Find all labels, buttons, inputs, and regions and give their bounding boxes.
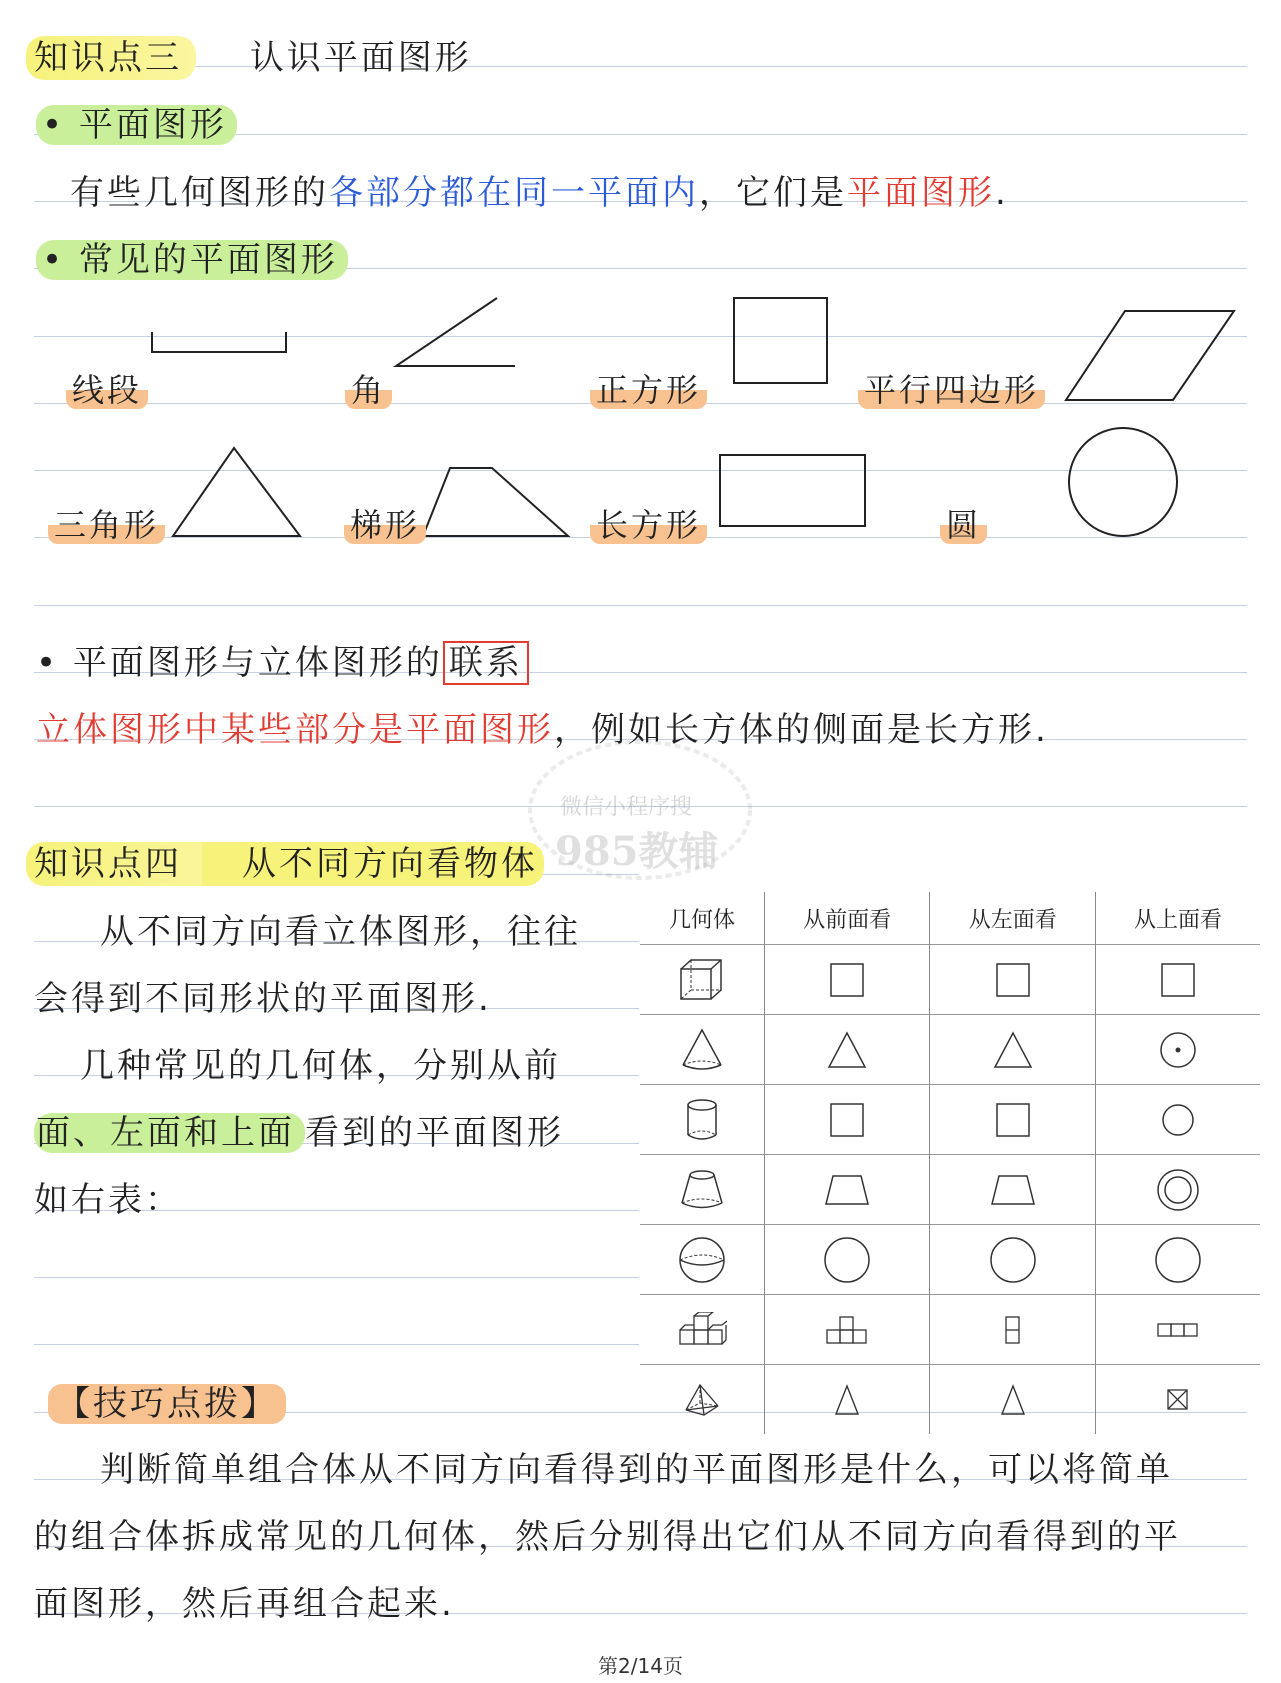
bullet1-label: 平面图形 bbox=[78, 105, 227, 145]
watermark-line1: 微信小程序搜 bbox=[560, 795, 693, 820]
table-row bbox=[640, 1365, 1260, 1435]
square-icon bbox=[1160, 962, 1196, 998]
bullet3-label: 平面图形与立体图形的 bbox=[72, 643, 443, 683]
header-top: 从上面看 bbox=[1095, 892, 1260, 945]
crossed-square-icon bbox=[1166, 1388, 1190, 1412]
table-row bbox=[640, 1015, 1260, 1085]
relation-text: ，例如长方体的侧面是长方形. bbox=[554, 710, 1049, 750]
rectangle-shape-icon bbox=[718, 453, 868, 528]
definition-line bbox=[70, 165, 1009, 214]
tips-title bbox=[48, 1376, 286, 1425]
section4-para2-line2 bbox=[34, 1105, 564, 1154]
circle-icon bbox=[988, 1235, 1038, 1285]
tips-line2: 的组合体拆成常见的几何体，然后分别得出它们从不同方向看得到的平 bbox=[34, 1517, 1181, 1557]
parallelogram-icon bbox=[1063, 308, 1238, 403]
table-row bbox=[640, 1225, 1260, 1295]
tips-title-text: 【技巧点拨】 bbox=[48, 1384, 286, 1424]
section4-title-text: 从不同方向看物体 bbox=[202, 842, 544, 886]
square-icon bbox=[995, 962, 1031, 998]
label-parallelogram: 平行四边形 bbox=[858, 365, 1045, 411]
header-solid: 几何体 bbox=[669, 907, 736, 933]
trapezoid-icon bbox=[989, 1173, 1037, 1207]
page-number: 第2/14页 bbox=[598, 1654, 683, 1678]
label-trapezoid: 梯形 bbox=[344, 500, 426, 546]
bullet3-boxed-word: 联系 bbox=[443, 641, 529, 685]
label-triangle: 三角形 bbox=[48, 500, 165, 546]
section4-para2-line1: 几种常见的几何体，分别从前 bbox=[80, 1046, 561, 1086]
square-icon bbox=[829, 1102, 865, 1138]
bullet-relation bbox=[36, 635, 529, 684]
three-squares-icon bbox=[1156, 1320, 1200, 1340]
bullet-dot-icon: • bbox=[36, 643, 73, 683]
label-circle: 圆 bbox=[940, 500, 987, 546]
section4-para2-rest: 看到的平面图形 bbox=[305, 1113, 564, 1153]
triangle-icon bbox=[992, 1030, 1034, 1070]
square-icon bbox=[995, 1102, 1031, 1138]
square-icon bbox=[829, 962, 865, 998]
frustum-icon bbox=[678, 1167, 726, 1213]
line-segment-icon bbox=[150, 330, 290, 355]
definition-text-blue: 各部分都在同一平面内 bbox=[329, 173, 699, 213]
section3-title bbox=[26, 30, 472, 79]
table-row bbox=[640, 1085, 1260, 1155]
tips-line3: 面图形，然后再组合起来. bbox=[34, 1584, 455, 1624]
bullet-common-figures bbox=[36, 232, 348, 281]
table-row bbox=[640, 1295, 1260, 1365]
ruled-line bbox=[34, 1277, 639, 1278]
tall-rect-icon bbox=[1003, 1314, 1023, 1346]
circle-shape-icon bbox=[1066, 425, 1181, 540]
definition-text-red: 平面图形 bbox=[847, 173, 995, 213]
views-table bbox=[640, 892, 1260, 1434]
trapezoid-shape-icon bbox=[420, 465, 572, 540]
definition-text-end: . bbox=[995, 173, 1009, 213]
bullet-plane-figures bbox=[36, 97, 237, 146]
stacked-squares-icon bbox=[825, 1314, 869, 1346]
section4-para2-line3: 如右表： bbox=[34, 1180, 182, 1220]
bullet-dot-icon: • bbox=[42, 240, 79, 280]
angle-icon bbox=[393, 295, 518, 370]
table-row bbox=[640, 945, 1260, 1015]
trapezoid-icon bbox=[823, 1173, 871, 1207]
label-segment: 线段 bbox=[66, 365, 148, 411]
label-rectangle: 长方形 bbox=[590, 500, 707, 546]
double-circle-icon bbox=[1155, 1167, 1201, 1213]
cylinder-icon bbox=[684, 1097, 720, 1143]
tips-line1: 判断简单组合体从不同方向看得到的平面图形是什么，可以将简单 bbox=[100, 1450, 1173, 1490]
sphere-icon bbox=[677, 1235, 727, 1285]
square-shape-icon bbox=[732, 296, 830, 386]
section4-title-number: 知识点四 bbox=[26, 842, 242, 886]
small-triangle-icon bbox=[999, 1383, 1027, 1417]
small-triangle-icon bbox=[833, 1383, 861, 1417]
triangle-icon bbox=[826, 1030, 868, 1070]
circle-icon bbox=[1153, 1235, 1203, 1285]
header-front: 从前面看 bbox=[765, 892, 930, 945]
ruled-line bbox=[34, 1344, 639, 1345]
header-left: 从左面看 bbox=[930, 892, 1095, 945]
section4-para1-line1: 从不同方向看立体图形，往往 bbox=[100, 912, 581, 952]
ruled-line bbox=[34, 605, 1247, 606]
watermark-line2: 985教辅 bbox=[555, 828, 719, 875]
section4-para2-highlight: 面、左面和上面 bbox=[34, 1113, 305, 1153]
views-table-header-row bbox=[640, 892, 1260, 945]
triangle-shape-icon bbox=[170, 445, 305, 540]
definition-text-1: 有些几何图形的 bbox=[70, 173, 329, 213]
relation-line bbox=[36, 702, 1049, 751]
pyramid-icon bbox=[682, 1382, 722, 1418]
cube-icon bbox=[677, 957, 727, 1003]
bullet2-label: 常见的平面图形 bbox=[78, 240, 338, 280]
circle-icon bbox=[822, 1235, 872, 1285]
circle-icon bbox=[1160, 1102, 1196, 1138]
section3-title-number: 知识点三 bbox=[26, 36, 196, 80]
dotted-circle-icon bbox=[1158, 1030, 1198, 1070]
section3-title-text: 认识平面图形 bbox=[249, 38, 472, 78]
cone-icon bbox=[680, 1027, 724, 1073]
label-square: 正方形 bbox=[590, 365, 707, 411]
stacked-cubes-icon bbox=[677, 1312, 727, 1348]
relation-text-red: 立体图形中某些部分是平面图形 bbox=[36, 710, 554, 750]
section4-para1-line2: 会得到不同形状的平面图形. bbox=[34, 979, 492, 1019]
bullet-dot-icon: • bbox=[42, 105, 79, 145]
definition-text-2: ，它们是 bbox=[699, 173, 847, 213]
table-row bbox=[640, 1155, 1260, 1225]
section4-title bbox=[26, 836, 544, 885]
label-angle: 角 bbox=[345, 365, 392, 411]
